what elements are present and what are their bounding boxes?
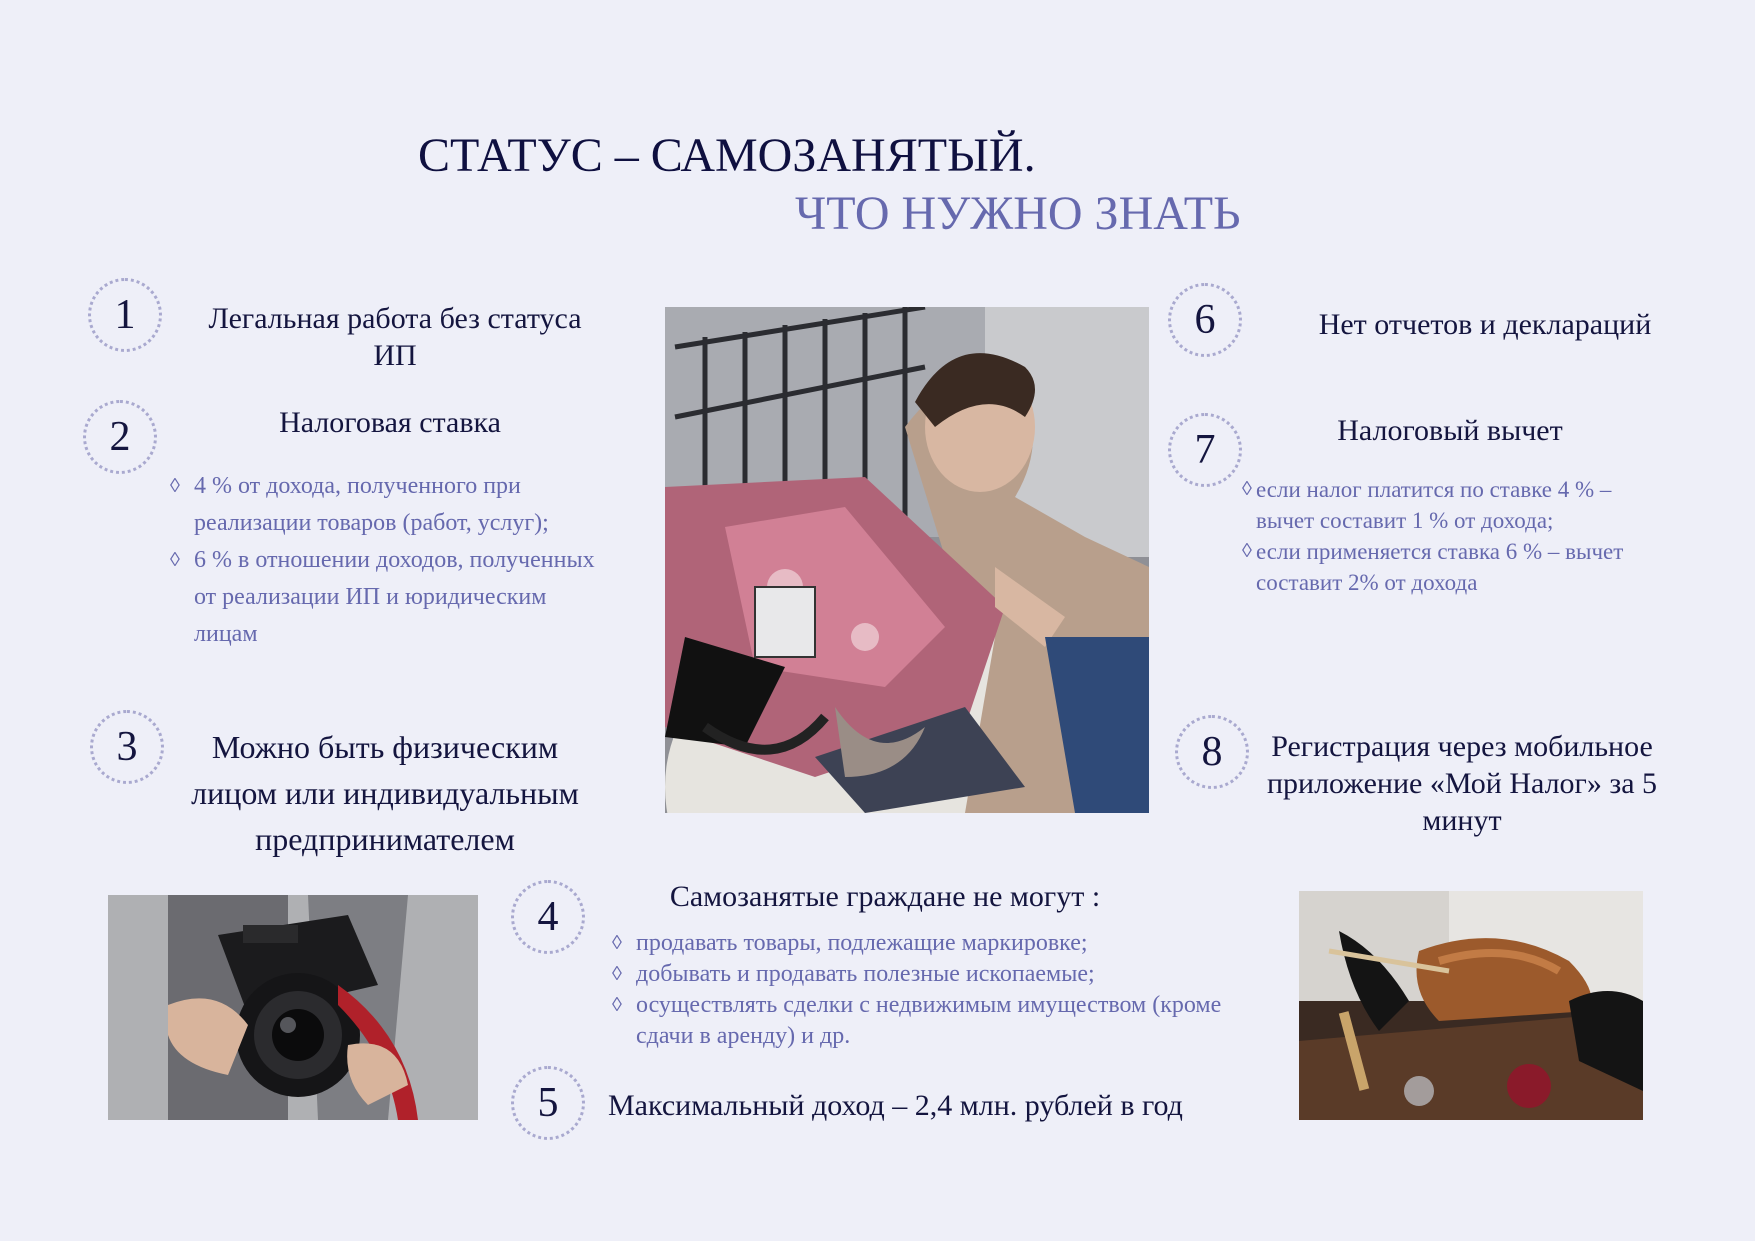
page-subtitle: ЧТО НУЖНО ЗНАТЬ [795,187,1241,240]
item-4-bullets [612,928,1232,1052]
item-1-heading: Легальная работа без статуса ИП [208,302,582,372]
list-item: ◊ 4 % от дохода, полученного при реализации товаров (работ, услуг); [170,468,600,542]
list-item: ◊ добывать и продавать полезные ископаемые; [612,959,1232,990]
number-circle-2: 2 [83,400,157,474]
list-item: ◊ если применяется ставка 6 % – вычет составит 2% от дохода [1242,536,1642,598]
page-title: СТАТУС – САМОЗАНЯТЫЙ. [418,129,1036,182]
number-circle-7: 7 [1168,413,1242,487]
item-4-heading: Самозанятые граждане не могут : [669,880,1101,913]
list-item: ◊ осуществлять сделки с недвижимым имуществом (кроме сдачи в аренду) и др. [612,990,1232,1052]
number-circle-5: 5 [511,1066,585,1140]
list-item: ◊ если налог платится по ставке 4 % – вычет составит 1 % от дохода; [1242,474,1642,536]
item-7-heading: Налоговый вычет [1337,414,1563,447]
number-circle-6: 6 [1168,283,1242,357]
number-circle-3: 3 [90,710,164,784]
item-2-bullets [170,468,600,653]
photographer-photo [108,895,478,1120]
list-item: ◊ 6 % в отношении доходов, полученных от реализации ИП и юридическим лицам [170,542,600,653]
list-item: ◊ продавать товары, подлежащие маркировке; [612,928,1232,959]
number-circle-1: 1 [88,278,162,352]
number-circle-4: 4 [511,880,585,954]
item-2-heading: Налоговая ставка [279,406,501,439]
item-5-heading: Максимальный доход – 2,4 млн. рублей в год [608,1089,1183,1122]
item-7-bullets [1242,474,1642,598]
item-6-heading: Нет отчетов и деклараций [1318,308,1652,341]
tailor-photo [665,307,1149,813]
number-circle-8: 8 [1175,715,1249,789]
item-8-heading: Регистрация через мобильное приложение «Мой Налог» за 5 минут [1266,730,1658,837]
item-3-heading: Можно быть физическим лицом или индивидуальным предпринимателем [191,729,579,857]
shoemaker-photo [1299,891,1643,1120]
